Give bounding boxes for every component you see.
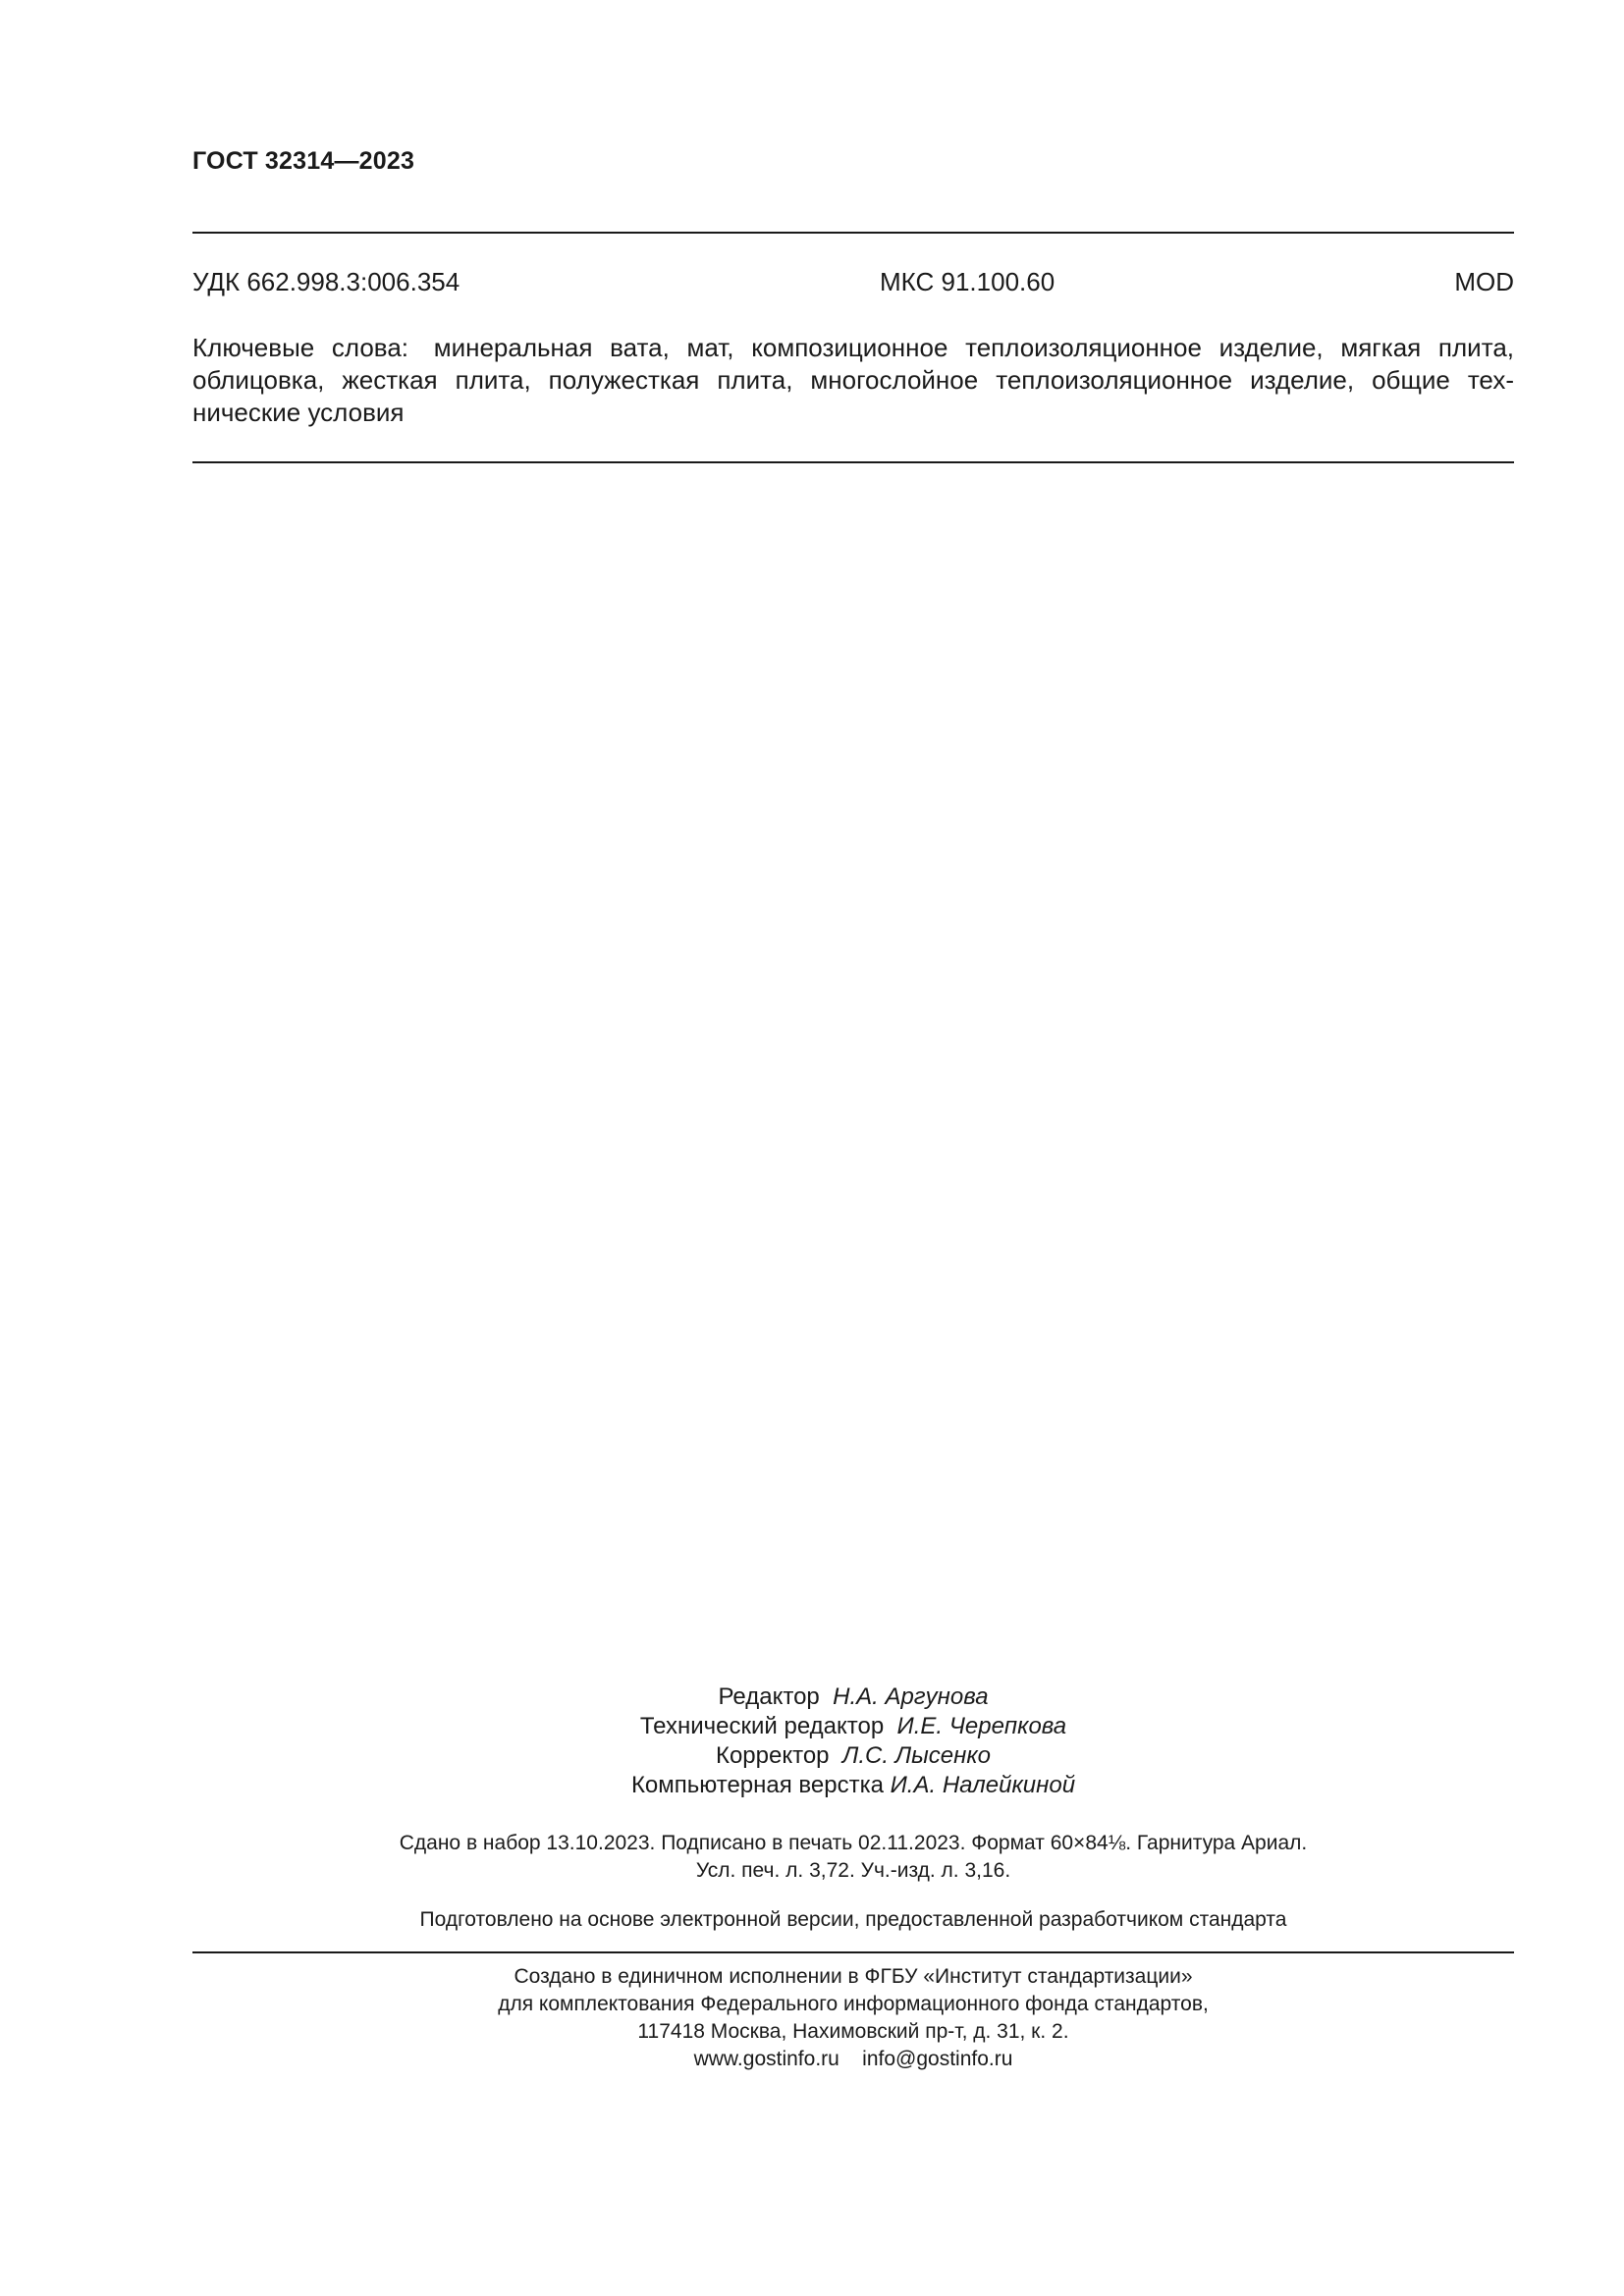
credits-block	[192, 1682, 1514, 1800]
credit-technical-editor	[192, 1712, 1514, 1741]
credit-person: Н.А. Аргунова	[833, 1683, 989, 1710]
keywords-divider	[192, 461, 1514, 463]
mks-code: МКС 91.100.60	[880, 267, 1056, 296]
keywords-block	[192, 332, 1514, 429]
credit-layout	[192, 1771, 1514, 1800]
publisher-address: 117418 Москва, Нахимовский пр-т, д. 31, к. 2.	[637, 2020, 1069, 2043]
credit-role: Технический редактор	[639, 1713, 885, 1739]
print-info-line: Усл. печ. л. 3,72. Уч.-изд. л. 3,16.	[695, 1859, 1011, 1882]
publisher-line: Создано в единичном исполнении в ФГБУ «Институт стандартизации»	[514, 1965, 1193, 1988]
email-link[interactable]: info@gostinfo.ru	[862, 2048, 1013, 2070]
publisher-block	[192, 1963, 1514, 2073]
credit-person: Л.С. Лысенко	[841, 1742, 992, 1769]
credit-editor	[192, 1682, 1514, 1712]
publisher-contacts	[192, 2046, 1514, 2073]
credit-proofreader	[192, 1741, 1514, 1771]
print-info	[192, 1830, 1514, 1885]
udk-code: УДК 662.998.3:006.354	[192, 267, 460, 296]
footer-divider	[192, 1951, 1514, 1953]
credit-role: Компьютерная верстка	[630, 1772, 884, 1798]
prepared-note: Подготовлено на основе электронной версии, предоставленной разработчиком стандарта	[419, 1908, 1287, 1931]
publisher-line: для комплектования Федерального информационного фонда стандартов,	[498, 1993, 1209, 2015]
mod-label: MOD	[1454, 267, 1514, 296]
print-info-line: Сдано в набор 13.10.2023. Подписано в печать 02.11.2023. Формат 60×84⅛. Гарнитура Ариал.	[399, 1832, 1308, 1854]
keywords-text: минеральная вата, мат, композиционное теплоизоляционное изделие, мягкая плита, облицовка, жесткая плита, полужесткая плита, многослойное теплоизоляционное изделие, общие технические условия	[192, 333, 1515, 427]
document-number: ГОСТ 32314—2023	[192, 147, 415, 175]
credit-role: Корректор	[715, 1742, 830, 1769]
credit-role: Редактор	[718, 1683, 820, 1710]
keywords-label: Ключевые слова:	[192, 333, 409, 362]
website-link[interactable]: www.gostinfo.ru	[693, 2048, 839, 2070]
credit-person: И.Е. Черепкова	[896, 1713, 1067, 1739]
credit-person: И.А. Налейкиной	[890, 1772, 1076, 1798]
top-divider	[192, 232, 1514, 234]
